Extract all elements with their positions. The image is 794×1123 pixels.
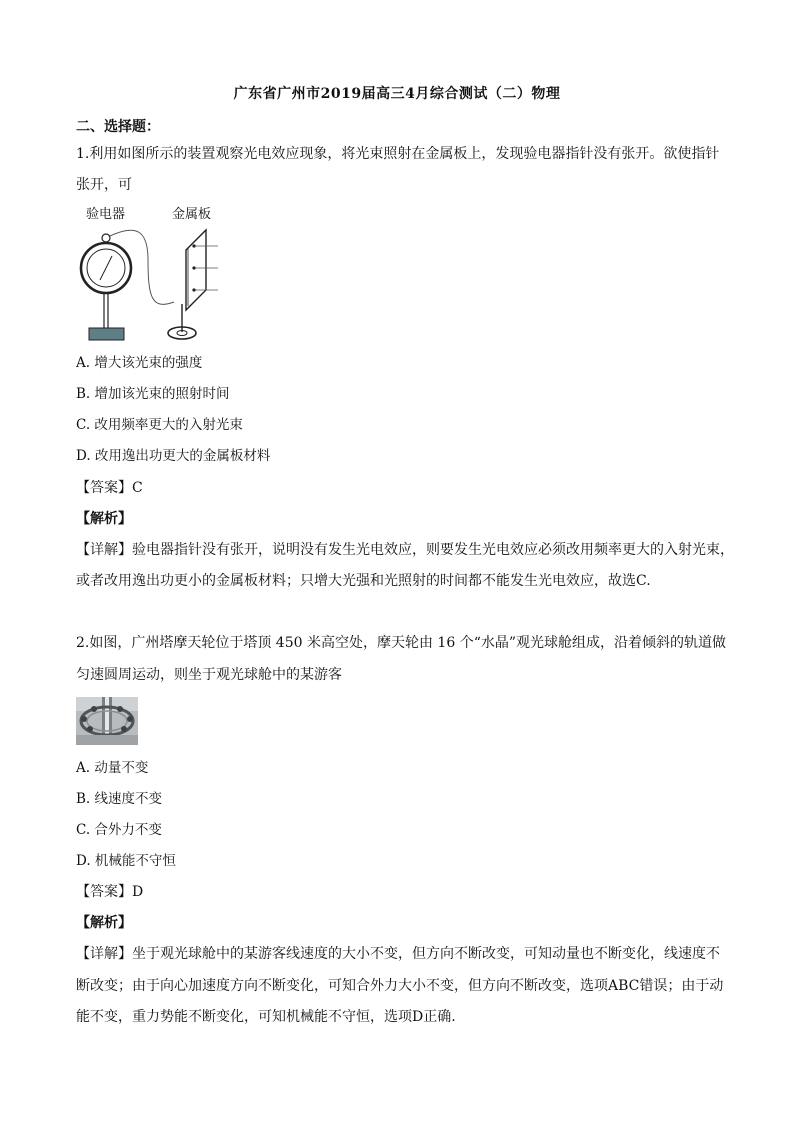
q2-option-d: D. 机械能不守恒: [76, 853, 176, 869]
q1-text-line-1: 1.利用如图所示的装置观察光电效应现象，将光束照射在金属板上，发现验电器指针没有张开。欲使指针: [76, 146, 720, 162]
q2-detail-line-1: 【详解】坐于观光球舱中的某游客线速度的大小不变，但方向不断改变，可知动量也不断变化，线速度不: [76, 946, 720, 962]
document-title: 广东省广州市2019届高三4月综合测试（二）物理: [233, 86, 561, 102]
q2-text-line-2: 匀速圆周运动，则坐于观光球舱中的某游客: [76, 667, 342, 683]
metal-plate-label: 金属板: [172, 207, 212, 222]
q2-analysis-heading: 【解析】: [76, 915, 132, 931]
electroscope-label: 验电器: [86, 207, 126, 222]
q1-text-line-2: 张开，可: [76, 177, 132, 193]
section-heading: 二、选择题：: [76, 119, 160, 135]
q2-option-a: A. 动量不变: [76, 760, 149, 776]
q2-option-c: C. 合外力不变: [76, 822, 162, 838]
q1-option-a: A. 增大该光束的强度: [76, 355, 203, 371]
q2-answer: 【答案】D: [76, 884, 144, 900]
q2-option-b: B. 线速度不变: [76, 791, 163, 807]
q2-detail-line-2: 断改变；由于向心加速度方向不断变化，可知合外力大小不变，但方向不断改变，选项ABC错误；由于动: [76, 978, 724, 994]
q1-detail-line-2: 或者改用逸出功更小的金属板材料；只增大光强和光照射的时间都不能发生光电效应，故选C.: [76, 573, 651, 589]
q1-option-b: B. 增加该光束的照射时间: [76, 386, 230, 402]
q1-option-d: D. 改用逸出功更大的金属板材料: [76, 448, 271, 464]
q2-text-line-1: 2.如图，广州塔摩天轮位于塔顶 450 米高空处，摩天轮由 16 个“水晶”观光球舱组成，沿着倾斜的轨道做: [76, 635, 727, 651]
photoelectric-apparatus-figure: [76, 220, 236, 345]
q1-option-c: C. 改用频率更大的入射光束: [76, 417, 243, 433]
ferris-wheel-photo: [76, 697, 138, 745]
q2-detail-line-3: 能不变，重力势能不断变化，可知机械能不守恒，选项D正确.: [76, 1009, 456, 1025]
q1-analysis-heading: 【解析】: [76, 511, 132, 527]
q1-detail-line-1: 【详解】验电器指针没有张开，说明没有发生光电效应，则要发生光电效应必须改用频率更大的入射光束，: [76, 542, 734, 558]
q1-answer: 【答案】C: [76, 480, 143, 496]
